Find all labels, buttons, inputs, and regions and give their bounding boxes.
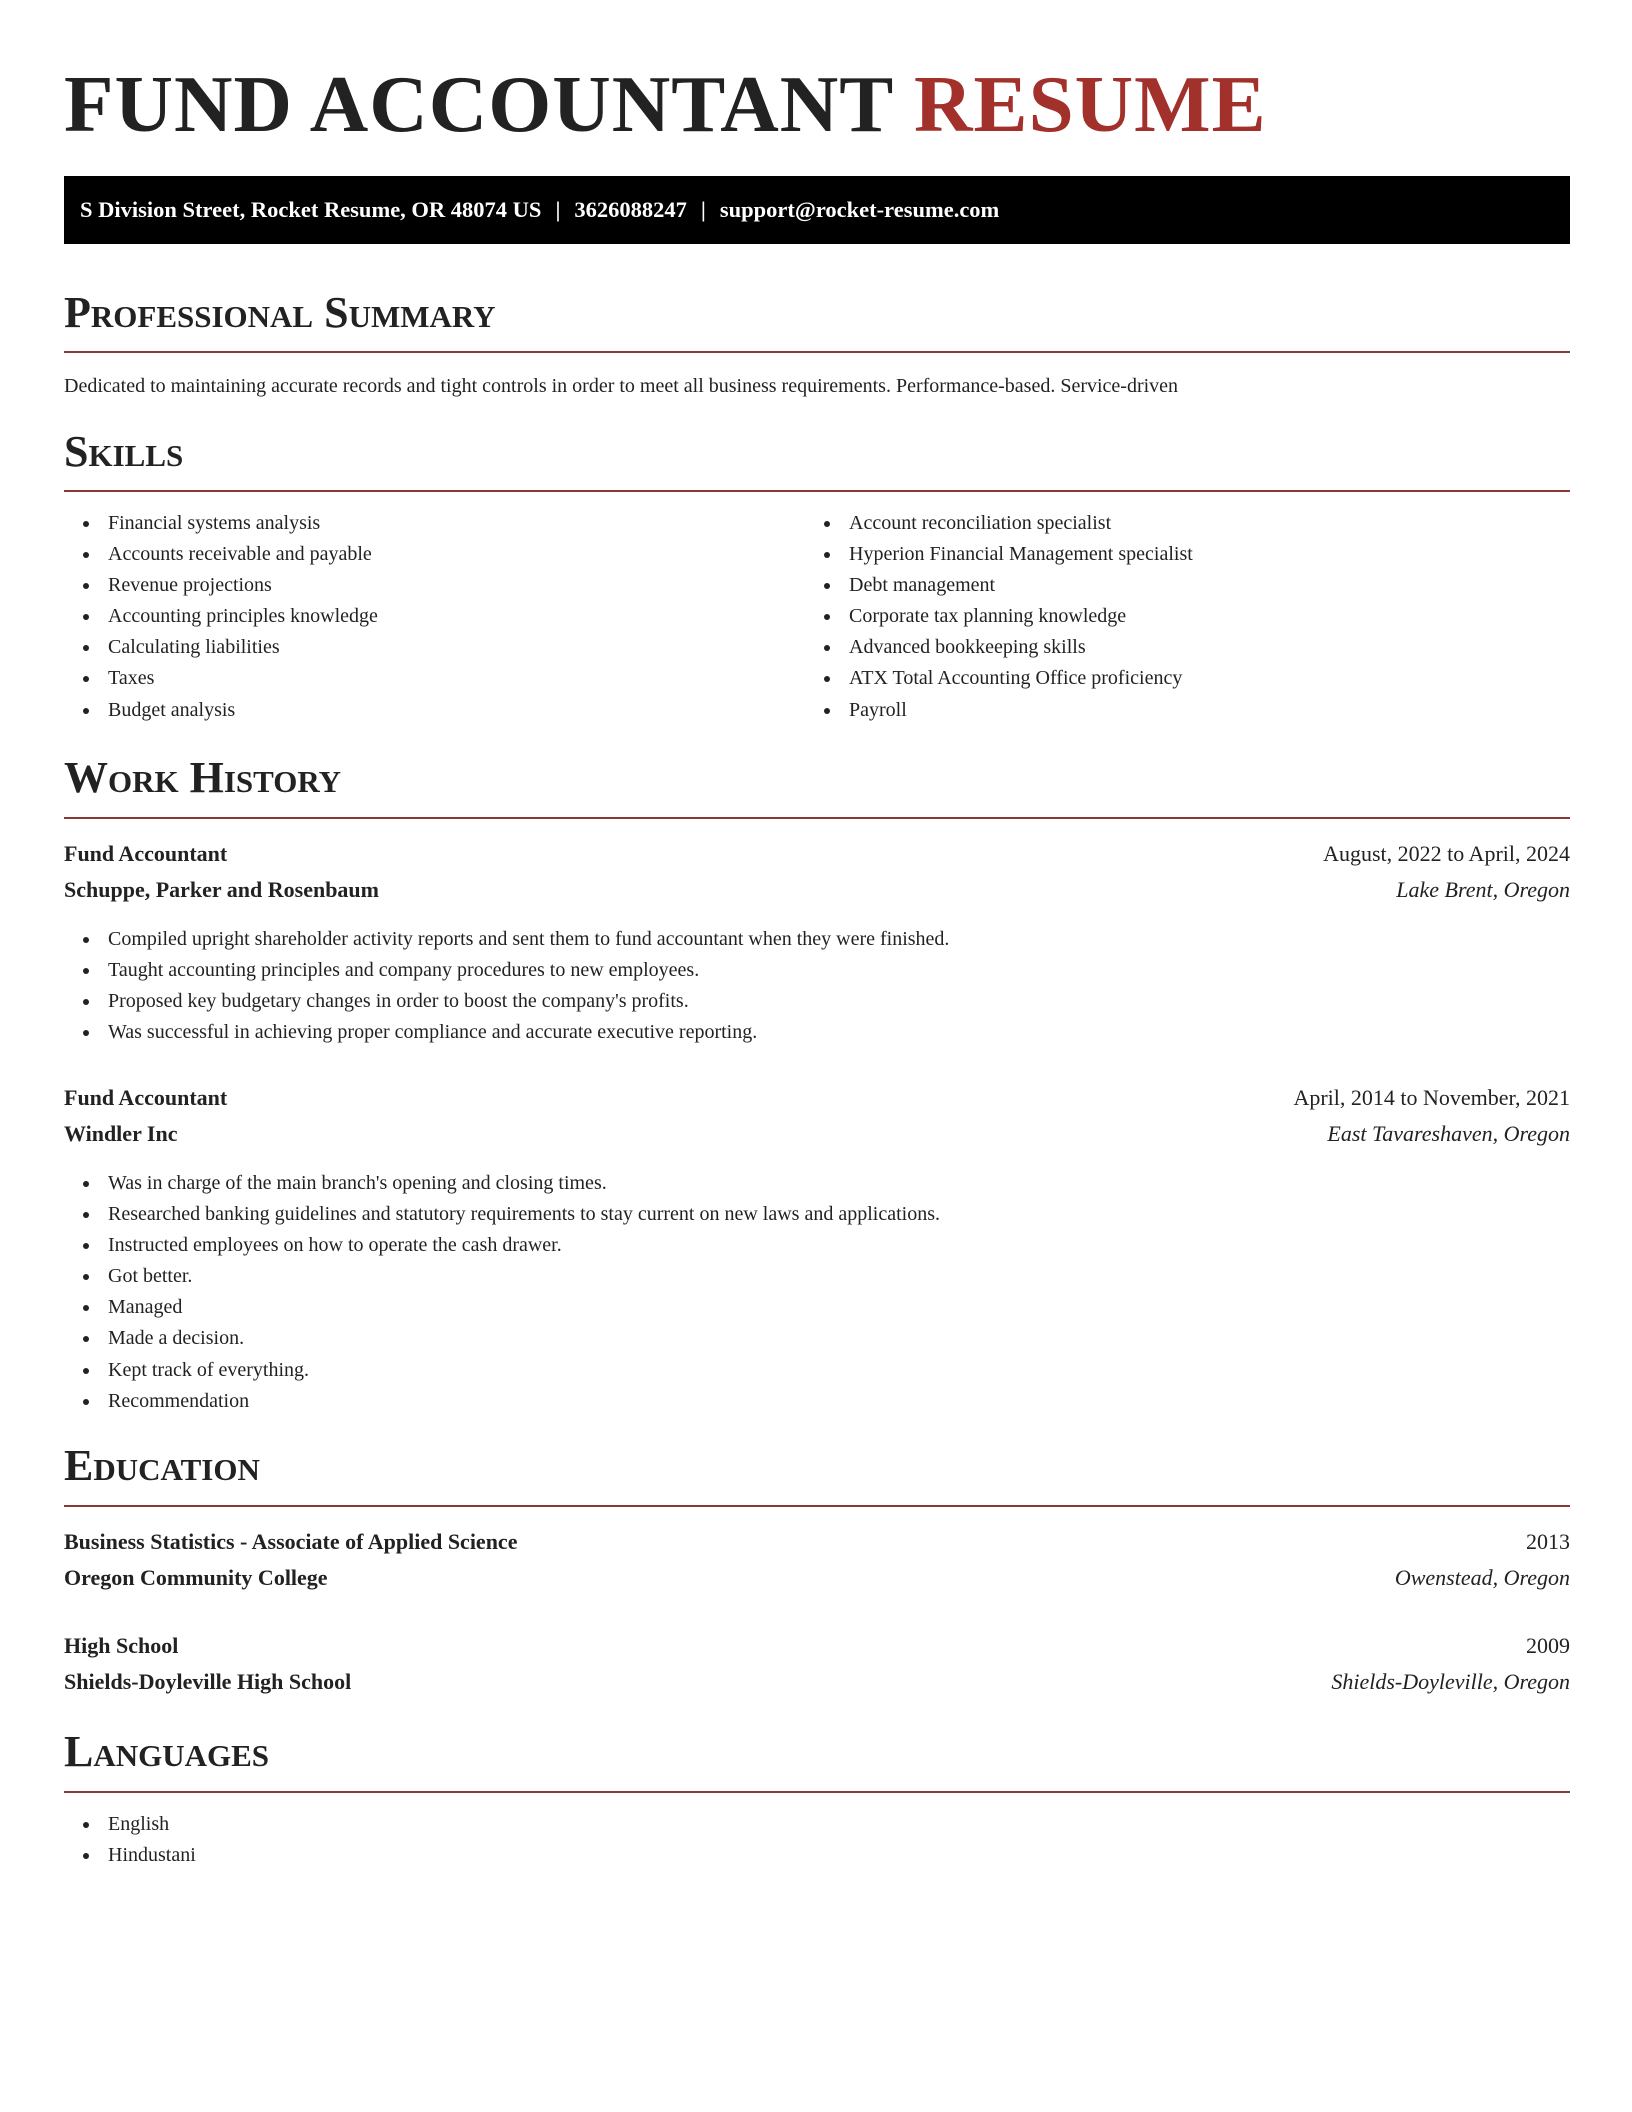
- contact-phone: 3626088247: [574, 197, 687, 222]
- job-company: Schuppe, Parker and Rosenbaum: [64, 877, 379, 902]
- section-title-education: Education: [64, 1441, 260, 1490]
- contact-separator: |: [700, 197, 706, 222]
- language-item: Hindustani: [64, 1840, 804, 1871]
- title-accent: RESUME: [914, 59, 1267, 149]
- education-school: Shields-Doyleville High School: [64, 1669, 352, 1694]
- skill-item: Account reconciliation specialist: [805, 508, 1570, 539]
- skill-item: Calculating liabilities: [64, 632, 804, 663]
- skill-item: Revenue projections: [64, 570, 804, 601]
- section-title-summary: Professional Summary: [64, 288, 496, 337]
- job-bullet: Proposed key budgetary changes in order to boost the company's profits.: [64, 986, 1570, 1017]
- job-role: Fund Accountant: [64, 841, 228, 866]
- contact-bar: [64, 176, 1570, 244]
- skill-item: Financial systems analysis: [64, 508, 804, 539]
- education-degree: High School: [64, 1633, 179, 1658]
- job-dates: April, 2014 to November, 2021: [1293, 1085, 1570, 1110]
- job-location: Lake Brent, Oregon: [1396, 877, 1570, 902]
- skill-item: Hyperion Financial Management specialist: [805, 539, 1570, 570]
- section-divider: [64, 817, 1570, 819]
- education-year: 2013: [1526, 1529, 1570, 1554]
- job-bullet: Researched banking guidelines and statutory requirements to stay current on new laws and applications.: [64, 1199, 1570, 1230]
- job-bullet: Taught accounting principles and company procedures to new employees.: [64, 955, 1570, 986]
- job-dates: August, 2022 to April, 2024: [1323, 841, 1570, 866]
- job-bullet: Instructed employees on how to operate the cash drawer.: [64, 1230, 1570, 1261]
- job-bullet: Got better.: [64, 1261, 1570, 1292]
- languages-list: [64, 1809, 804, 1871]
- skill-item: Debt management: [805, 570, 1570, 601]
- summary-text: Dedicated to maintaining accurate records and tight controls in order to meet all business requirements. Performance-based. Service-driven: [64, 375, 1179, 397]
- education-year: 2009: [1526, 1633, 1570, 1658]
- education-location: Shields-Doyleville, Oregon: [1331, 1669, 1570, 1694]
- section-divider: [64, 1505, 1570, 1507]
- skill-item: Payroll: [805, 695, 1570, 726]
- skill-item: Advanced bookkeeping skills: [805, 632, 1570, 663]
- contact-email: support@rocket-resume.com: [719, 197, 1000, 222]
- job-bullet: Kept track of everything.: [64, 1355, 1570, 1386]
- section-title-skills: Skills: [64, 427, 184, 476]
- job-bullet: Compiled upright shareholder activity reports and sent them to fund accountant when they were finished.: [64, 924, 1570, 955]
- education-school: Oregon Community College: [64, 1565, 328, 1590]
- skill-item: Budget analysis: [64, 695, 804, 726]
- section-divider: [64, 1791, 1570, 1793]
- skills-list-left: [64, 508, 804, 726]
- skill-item: ATX Total Accounting Office proficiency: [805, 663, 1570, 694]
- skill-item: Accounts receivable and payable: [64, 539, 804, 570]
- section-divider: [64, 490, 1570, 492]
- job-bullets: [64, 1168, 1570, 1417]
- contact-separator: |: [555, 197, 561, 222]
- title-main: FUND ACCOUNTANT: [64, 59, 893, 149]
- education-degree: Business Statistics - Associate of Applied Science: [64, 1529, 518, 1554]
- skill-item: Corporate tax planning knowledge: [805, 601, 1570, 632]
- job-location: East Tavareshaven, Oregon: [1327, 1121, 1570, 1146]
- job-bullet: Managed: [64, 1292, 1570, 1323]
- job-bullet: Recommendation: [64, 1386, 1570, 1417]
- section-divider: [64, 351, 1570, 353]
- resume-title: [64, 54, 1267, 154]
- job-bullet: Made a decision.: [64, 1323, 1570, 1354]
- contact-address: S Division Street, Rocket Resume, OR 48074 US: [80, 197, 542, 222]
- job-company: Windler Inc: [64, 1121, 178, 1146]
- skills-list-right: [805, 508, 1570, 726]
- section-title-work: Work History: [64, 753, 342, 802]
- section-title-languages: Languages: [64, 1727, 270, 1776]
- job-bullet: Was successful in achieving proper compliance and accurate executive reporting.: [64, 1017, 1570, 1048]
- skill-item: Accounting principles knowledge: [64, 601, 804, 632]
- job-bullet: Was in charge of the main branch's opening and closing times.: [64, 1168, 1570, 1199]
- job-role: Fund Accountant: [64, 1085, 228, 1110]
- skill-item: Taxes: [64, 663, 804, 694]
- language-item: English: [64, 1809, 804, 1840]
- job-bullets: [64, 924, 1570, 1048]
- education-location: Owenstead, Oregon: [1394, 1565, 1570, 1590]
